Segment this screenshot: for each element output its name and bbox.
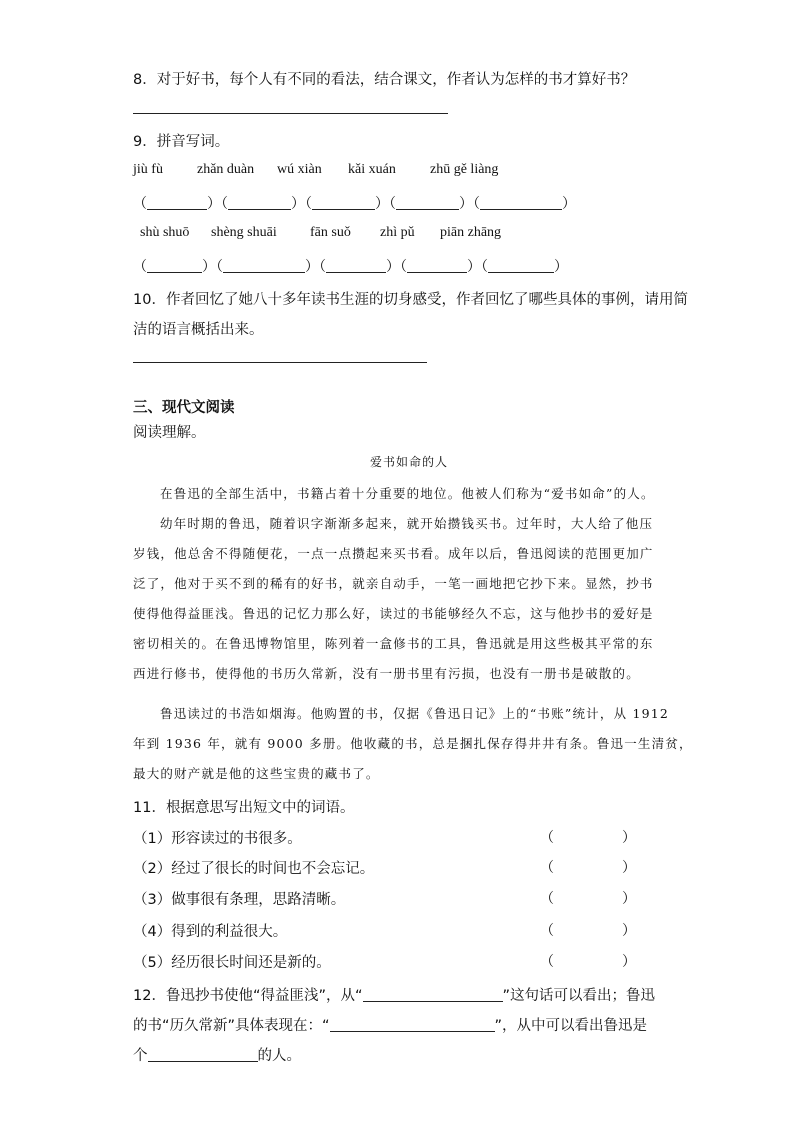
pinyin-blanks-row-1: （ ）（ ）（ ）（ ）（ ） [133,196,576,212]
passage-line-6: 密切相关的。在鲁迅博物馆里，陈列着一盒修书的工具，鲁迅就是用这些极其平常的东 [133,636,654,651]
q12-text-2: ”这句话可以看出；鲁迅 [502,988,656,1004]
passage-line-3: 岁钱，他总舍不得随便花，一点一点攒起来买书看。成年以后，鲁迅阅读的范围更加广 [133,546,654,561]
q11-paren-open-5: （ [540,954,554,970]
question-9: 9．拼音写词。 [133,134,230,150]
q11-paren-open-4: （ [540,923,554,939]
q11-paren-close-2: ） [622,860,636,876]
question-10-line-1: 10．作者回忆了她八十多年读书生涯的切身感受，作者回忆了哪些具体的事例，请用简 [133,292,688,308]
q11-paren-close-3: ） [622,891,636,907]
passage-line-2: 幼年时期的鲁迅，随着识字渐渐多起来，就开始攒钱买书。过年时，大人给了他压 [160,516,654,531]
q11-item-3: （3）做事很有条理，思路清晰。 [133,892,346,908]
q12-text-5: 个 [133,1048,148,1064]
q11-paren-close-1: ） [622,830,636,846]
answer-line-q10[interactable] [133,362,427,363]
q12-blank-2[interactable] [330,1017,495,1032]
q12-text-1: 12．鲁迅抄书使他“得益匪浅”，从“ [133,988,363,1004]
passage-line-8: 鲁迅读过的书浩如烟海。他购置的书，仅据《鲁迅日记》上的“书账”统计，从 1912 [160,706,670,721]
pinyin-jiu-fu: jiù fù [133,162,163,177]
q11-item-4: （4）得到的利益很大。 [133,924,288,940]
question-12-line-2 [133,1014,647,1035]
section-instruction: 阅读理解。 [133,425,206,441]
blank-2[interactable] [228,195,291,210]
passage-line-1: 在鲁迅的全部生活中，书籍占着十分重要的地位。他被人们称为“爱书如命”的人。 [160,486,655,501]
q12-blank-3[interactable] [148,1047,258,1062]
q11-item-5: （5）经历很长时间还是新的。 [133,955,331,971]
passage-line-7: 西进行修书，使得他的书历久常新，没有一册书里有污损，也没有一册书是破散的。 [133,666,640,681]
blank-1[interactable] [147,195,207,210]
passage-line-5: 使得他得益匪浅。鲁迅的记忆力那么好，读过的书能够经久不忘，这与他抄书的爱好是 [133,606,654,621]
blank-4[interactable] [396,195,459,210]
blank-8[interactable] [326,258,386,273]
passage-line-4: 泛了，他对于买不到的稀有的好书，就亲自动手，一笔一画地把它抄下来。显然，抄书 [133,576,654,591]
blank-6[interactable] [147,258,202,273]
q11-item-1: （1）形容读过的书很多。 [133,831,302,847]
blank-3[interactable] [312,195,375,210]
pinyin-zhu-ge-liang: zhū gě liàng [430,162,499,177]
pinyin-pian-zhang: piān zhāng [440,225,502,240]
answer-line-q8[interactable] [133,113,448,114]
q11-paren-open-3: （ [540,891,554,907]
q11-item-2: （2）经过了很长的时间也不会忘记。 [133,861,375,877]
q11-paren-close-5: ） [622,954,636,970]
question-12-line-1 [133,984,655,1005]
q11-paren-open-2: （ [540,860,554,876]
q12-text-6: 的人。 [257,1048,301,1064]
pinyin-fan-suo: fān suǒ [310,225,351,240]
q12-blank-1[interactable] [363,987,503,1002]
blank-5[interactable] [480,195,562,210]
pinyin-kai-xuan: kǎi xuán [348,162,396,177]
q12-text-3: 的书“历久常新”具体表现在：“ [133,1018,330,1034]
pinyin-blanks-row-2: （ ）（ ）（ ）（ ）（ ） [133,259,568,275]
blank-10[interactable] [488,258,554,273]
pinyin-zhi-pu: zhì pǔ [380,225,415,240]
q11-paren-open-1: （ [540,830,554,846]
passage-title: 爱书如命的人 [370,455,449,469]
question-8: 8．对于好书，每个人有不同的看法，结合课文，作者认为怎样的书才算好书？ [133,72,636,88]
pinyin-zhan-duan: zhǎn duàn [197,162,255,177]
blank-7[interactable] [223,258,305,273]
q11-paren-close-4: ） [622,923,636,939]
question-10-line-2: 洁的语言概括出来。 [133,322,264,338]
pinyin-shu-shuo: shù shuō [140,225,190,240]
pinyin-sheng-shuai: shèng shuāi [211,225,277,240]
passage-line-9: 年到 1936 年，就有 9000 多册。他收藏的书，总是捆扎保存得井井有条。鲁迅一生清贫， [133,736,693,751]
passage-line-10: 最大的财产就是他的这些宝贵的藏书了。 [133,766,380,781]
blank-9[interactable] [407,258,467,273]
pinyin-wu-xian: wú xiàn [277,162,322,177]
q12-text-4: ”，从中可以看出鲁迅是 [494,1018,648,1034]
question-12-line-3 [133,1044,301,1065]
question-11: 11．根据意思写出短文中的词语。 [133,800,355,816]
section-heading: 三、现代文阅读 [133,400,235,416]
